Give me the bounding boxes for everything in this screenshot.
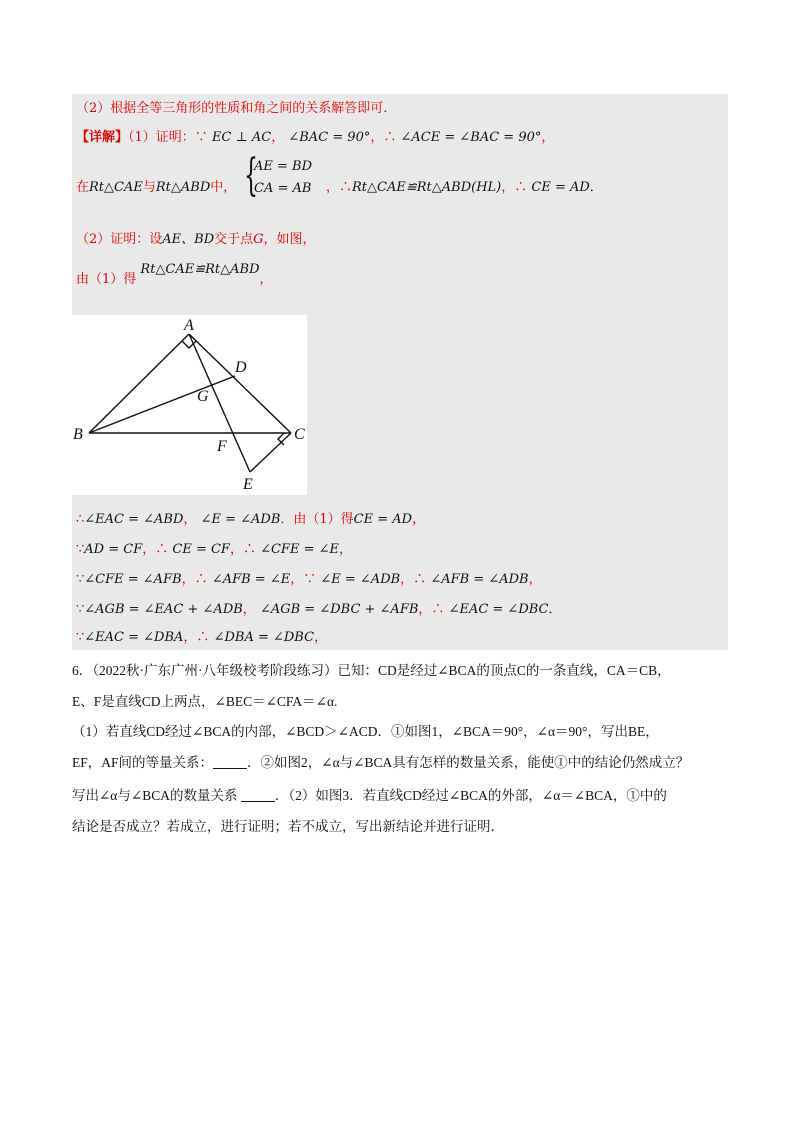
text-zai: 在 [76,180,90,195]
detail-line-4: 由（1）得 Rt△CAE≌Rt△ABD， [76,262,273,287]
detail-line-1: 【详解】（1）证明：∵ EC ⊥ AC， ∠BAC = 90°，∴ ∠ACE = ∠BAC = 90°， [76,130,555,145]
q-text-5b: ．（2）如图3．若直线CD经过∠BCA的外部，∠α＝∠BCA，①中的 [274,788,667,803]
math-congruence: Rt△CAE≌Rt△ABD [140,262,260,277]
text-from-1b: ．由（1）得 [280,512,354,527]
point-g-label: G [253,232,264,247]
answer-blank-2[interactable] [241,787,275,802]
text-from-1: 由（1）得 [76,272,137,287]
detail-line-8: ∵∠AGB = ∠EAC + ∠ADB， ∠AGB = ∠DBC + ∠AFB，∴ ∠EAC = ∠DBC． [76,602,562,617]
q-text-4a: EF，AF间的等量关系： [72,755,214,770]
proof-intro: （1）证明：∵ [128,130,208,145]
math-eac-dba: ∠EAC = ∠DBA [84,630,184,645]
equation-system [254,156,312,200]
question-6-line-2: E、F是直线CD上两点，∠BEC＝∠CFA＝∠α. [72,694,338,709]
detail-line-2 [76,178,236,198]
question-6-line-6: 结论是否成立？若成立，进行证明；若不成立，写出新结论并进行证明． [72,819,504,834]
math-rt-abd: Rt△ABD [155,180,211,195]
detail-line-3 [76,230,316,250]
figure-svg [72,315,307,495]
segment-ac [189,334,291,433]
math-afb-adb: ∠AFB = ∠ADB [430,572,529,587]
math-rt-cae: Rt△CAE [89,180,143,195]
math-dba-dbc: ∠DBA = ∠DBC [213,630,315,645]
detail-line-2-cont: ，∴Rt△CAE≌Rt△ABD(HL)，∴ CE = AD． [326,180,603,195]
math-e-adb-2: ∠E = ∠ADB [320,572,401,587]
answer-blank-1[interactable] [213,754,247,769]
question-6-line-4 [72,753,689,773]
math-afb-e: ∠AFB = ∠E [211,572,291,587]
question-6-line-5 [72,786,667,806]
math-ce-cf: CE = CF [172,542,230,557]
text-yu: 与 [142,180,156,195]
geometry-figure [72,315,307,495]
math-ce-eq-ad: CE = AD [531,180,590,195]
label-g: G [197,388,209,405]
q-text-4b: ．②如图2，∠α与∠BCA具有怎样的数量关系，能使①中的结论仍然成立？ [247,755,690,770]
math-angle-bac: ∠BAC = 90° [288,130,371,145]
math-ad-cf: AD = CF [84,542,143,557]
label-f: F [217,438,227,455]
analysis-line-2 [76,99,396,119]
q-text-5a: 写出∠α与∠BCA的数量关系 [72,788,238,803]
system-eq-1: AE = BD [254,159,313,174]
math-eac-abd: ∠EAC = ∠ABD [84,512,184,527]
detail-line-5: ∴∠EAC = ∠ABD， ∠E = ∠ADB．由（1）得CE = AD， [76,512,426,527]
label-b: B [73,426,83,443]
math-eac-dbc: ∠EAC = ∠DBC [448,602,549,617]
label-e: E [243,476,253,493]
math-agb-1: ∠AGB = ∠EAC + ∠ADB [84,602,243,617]
math-ae-bd: AE、BD [162,232,215,247]
detail-line-9: ∵∠EAC = ∠DBA，∴ ∠DBA = ∠DBC， [76,630,328,645]
system-brace: { [244,150,258,201]
math-cfe-afb: ∠CFE = ∠AFB [84,572,182,587]
math-ce-ad: CE = AD [353,512,413,527]
segment-ba [89,334,189,433]
math-cfe-e: ∠CFE = ∠E [260,542,339,557]
math-e-adb: ∠E = ∠ADB [200,512,281,527]
label-c: C [294,426,305,443]
question-6-line-1: 6．（2022秋·广东广州·八年级校考阶段练习）已知：CD是经过∠BCA的顶点C的一条直线，CA＝CB， [72,663,671,678]
segment-ce [250,433,291,472]
math-congruence-hl: Rt△CAE≌Rt△ABD(HL) [352,180,502,195]
text-as-figure: ，如图， [263,232,316,247]
label-d: D [235,359,247,376]
proof-part2-intro: （2）证明：设 [76,232,163,247]
system-eq-2: CA = AB [254,181,312,196]
segment-bd [89,376,235,433]
detail-line-6: ∵AD = CF，∴ CE = CF，∴ ∠CFE = ∠E， [76,542,352,557]
label-a: A [184,317,194,334]
detail-line-7: ∵∠CFE = ∠AFB，∴ ∠AFB = ∠E，∵ ∠E = ∠ADB，∴ ∠AFB = ∠ADB， [76,572,542,587]
math-agb-2: ∠AGB = ∠DBC + ∠AFB [259,602,419,617]
text-intersect: 交于点 [214,232,254,247]
math-ec-perp-ac: EC ⊥ AC [211,130,272,145]
text-zhong: 中， [210,180,237,195]
detail-tag: 【详解】 [76,130,129,145]
question-6-line-3: （1）若直线CD经过∠BCA的内部，∠BCD＞∠ACD．①如图1，∠BCA＝90°，∠α＝90°，写出BE， [72,724,659,739]
analysis-text: （2）根据全等三角形的性质和角之间的关系解答即可． [76,101,397,116]
math-angle-ace: ∠ACE = ∠BAC = 90° [400,130,542,145]
